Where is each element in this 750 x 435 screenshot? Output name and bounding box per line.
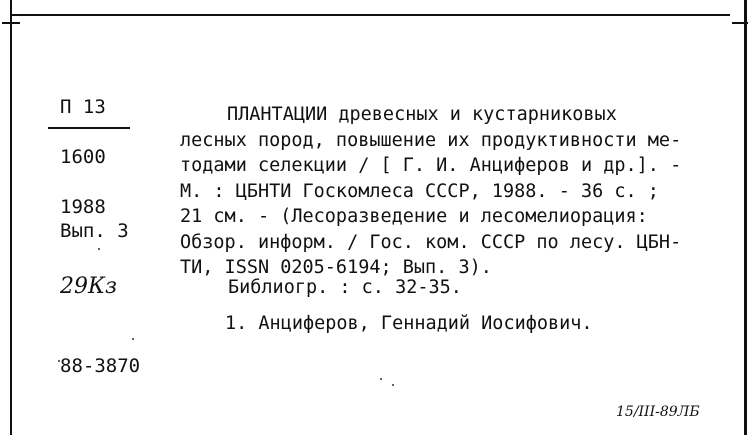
copies-count: 1600 (60, 146, 106, 168)
year-label: 1988 (60, 196, 106, 218)
handwritten-date-note: 15/III-89ЛБ (616, 404, 700, 420)
description-line: М. : ЦБНТИ Госкомлеса СССР, 1988. - 36 с. ; (180, 180, 659, 202)
speck (380, 378, 382, 380)
card-right-border (744, 0, 747, 435)
issue-label: Вып. 3 (60, 220, 129, 242)
speck (132, 338, 134, 340)
description-line: ТИ, ISSN 0205-6194; Вып. 3). (180, 257, 492, 278)
card-top-border (10, 14, 730, 16)
description-line: лесных пород, повышение их продуктивности ме- (180, 129, 682, 151)
handwritten-code: 29Кз (60, 274, 118, 299)
speck (58, 360, 60, 362)
bibliography-note: Библиогр. : с. 32-35. (228, 277, 462, 298)
shelf-mark-underline (48, 127, 130, 129)
speck (392, 384, 394, 386)
accession-number: 88-3870 (60, 355, 141, 377)
bibliographic-description (180, 102, 720, 281)
speck (98, 248, 100, 250)
description-line: Обзор. информ. / Гос. ком. СССР по лесу. ЦБН- (180, 231, 682, 253)
corner-cross-left (2, 22, 20, 24)
added-entry: 1. Анциферов, Геннадий Иосифович. (225, 313, 593, 334)
title-line: ПЛАНТАЦИИ древесных и кустарниковых (227, 104, 617, 125)
description-line: тодами селекции / [ Г. И. Анциферов и др.]. - (180, 155, 682, 176)
corner-cross-right (732, 22, 748, 24)
description-line: 21 см. - (Лесоразведение и лесомелиорация: (180, 206, 648, 227)
shelf-mark: П 13 (60, 96, 106, 118)
card-left-border (10, 0, 12, 435)
